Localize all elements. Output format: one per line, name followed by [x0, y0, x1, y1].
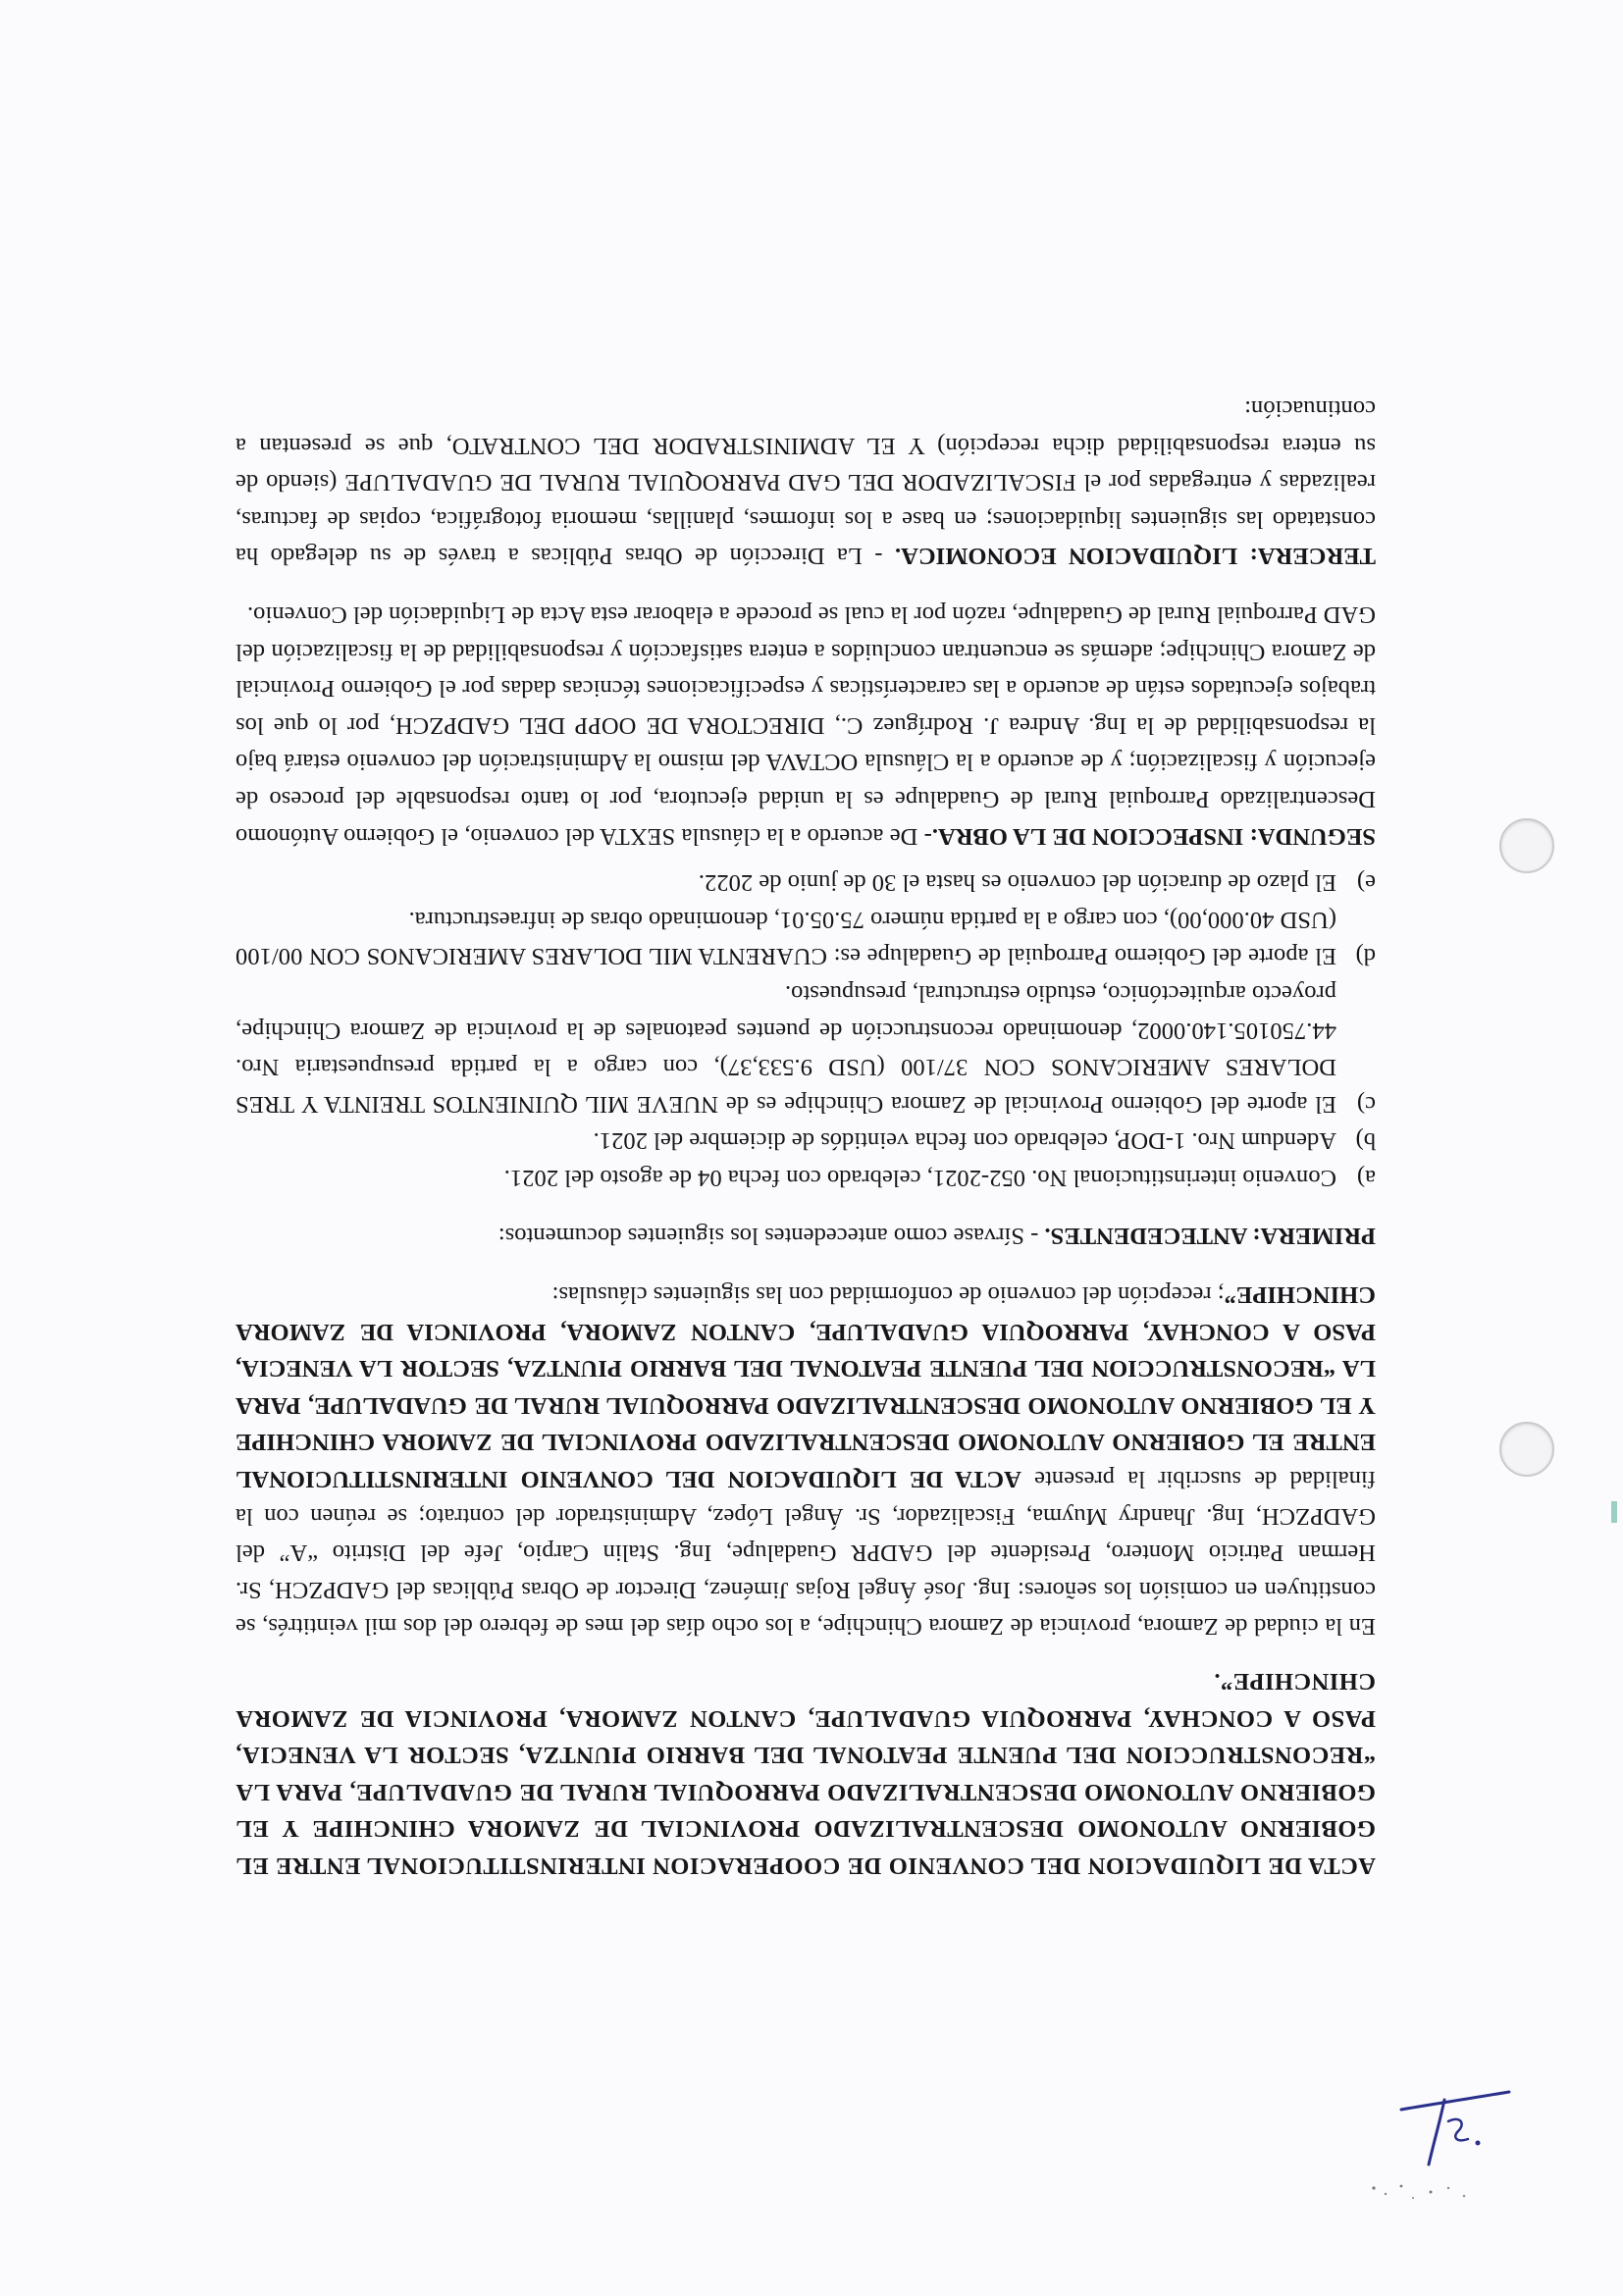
list-marker: a) — [1356, 1164, 1376, 1191]
list-item — [236, 864, 1376, 902]
list-item — [236, 974, 1376, 1122]
intro-text-2: ; recepción del convenio de conformidad con las siguientes cláusulas: — [551, 1281, 1225, 1309]
punch-hole — [1499, 818, 1554, 873]
clause-tercera — [236, 390, 1376, 574]
clause-primera — [236, 1218, 1376, 1255]
clause-segunda-label: SEGUNDA: INSPECCION DE LA OBRA. — [931, 822, 1376, 850]
intro-text-1: En la ciudad de Zamora, provincia de Zamora Chinchipe, a los ocho días del mes de febrero del dos mil veintitrés, se constituyen en comisión los señores: Ing. José Ángel Rojas Jiménez, Director de Obras Públicas del GADPZCH, Sr. Herman Patricio Montero, Presidente del GADPR Guadalupe, Ing. Stalin Carpio, Jefe del Distrito “A” del GADPZCH, Ing. Jhandry Muyma, Fiscalizador, Sr. Ángel López, Administrador del contrato; se reúnen con la finalidad de suscribir la presente — [236, 1466, 1376, 1641]
list-item-text: El plazo de duración del convenio es hasta el 30 de junio de 2022. — [698, 869, 1336, 897]
list-marker: d) — [1355, 943, 1376, 970]
document-title: ACTA DE LIQUIDACION DEL CONVENIO DE COOPERACION INTERINSTITUCIONAL ENTRE EL GOBIERNO AUTONOMO DESCENTRALIZADO PROVINCIAL DE ZAMORA CHINCHIPE Y EL GOBIERNO AUTONOMO DESCENTRALIZADO PARROQUIAL RURAL DE GUADALUPE, PARA LA “RECONSTRUCCION DEL PUENTE PEATONAL DEL BARRIO PIUNTZA, SECTOR LA VENECIA, PASO A CONCHAY, PARROQUIA GUADALUPE, CANTON ZAMORA, PROVINCIA DE ZAMORA CHINCHIPE”. — [236, 1668, 1376, 1879]
antecedentes-list — [236, 864, 1376, 1196]
scan-specks — [1354, 2159, 1492, 2227]
clause-primera-text: - Sírvase como antecedentes los siguientes documentos: — [497, 1223, 1045, 1250]
list-item — [236, 901, 1376, 974]
clause-segunda-text: - De acuerdo a la cláusula SEXTA del convenio, el Gobierno Autónomo Descentralizado Parroquial Rural de Guadalupe es la unidad ejecutora, por lo tanto responsable del proceso de ejecución y fiscalización; y de acuerdo a la Cláusula OCTAVA del mismo la Administración del convenio estará bajo la responsabilidad de la Ing. Andrea J. Rodríguez C., DIRECTORA DE OOPP DEL GADPZCH, por lo que los trabajos ejecutados están de acuerdo a las características y especificaciones técnicas dadas por el Gobierno Provincial de Zamora Chinchipe; además se encuentran concluidos a entera satisfacción y responsabilidad de la fiscalización del GAD Parroquial Rural de Guadalupe, razón por la cual se procede a elaborar esta Acta de Liquidación del Convenio. — [236, 601, 1376, 850]
list-item-text: El aporte del Gobierno Parroquial de Guadalupe es: CUARENTA MIL DOLARES AMERICANOS CON 00/100 (USD 40.000,00), con cargo a la partida número 75.05.01, denominado obras de infraestructura. — [236, 906, 1336, 970]
clause-primera-label: PRIMERA: ANTECEDENTES. — [1044, 1223, 1376, 1250]
list-item-text: El aporte del Gobierno Provincial de Zamora Chinchipe es de NUEVE MIL QUINIENTOS TREINTA Y TRES DOLARES AMERICANOS CON 37/100 (USD 9.533,37), con cargo a la partida presupuestaria Nro. 44.750105.140.0002, denominado reconstrucción de puentes peatonales de la provincia de Zamora Chinchipe, proyecto arquitectónico, estudio estructural, presupuesto. — [236, 979, 1336, 1118]
clause-tercera-text: - La Dirección de Obras Públicas a través de su delegado ha constatado las siguientes liquidaciones; en base a los informes, planillas, memoria fotográfica, copias de facturas, realizadas y entregadas por el FISCALIZADOR DEL GAD PARROQUIAL RURAL DE GUADALUPE (siendo de su entera responsabilidad dicha recepción) Y EL ADMINISTRADOR DEL CONTRATO, que se presentan a continuación: — [236, 395, 1376, 570]
document-body — [236, 368, 1376, 1884]
list-item — [236, 1159, 1376, 1196]
intro-bold-title: ACTA DE LIQUIDACION DEL CONVENIO INTERINSTITUCIONAL ENTRE EL GOBIERNO AUTONOMO DESCENTRALIZADO PROVINCIAL DE ZAMORA CHINCHIPE Y EL GOBIERNO AUTONOMO DESCENTRALIZADO PARROQUIAL RURAL DE GUADALUPE, PARA LA “RECONSTRUCCION DEL PUENTE PEATONAL DEL BARRIO PIUNTZA, SECTOR LA VENECIA, PASO A CONCHAY, PARROQUIA GUADALUPE, CANTON ZAMORA, PROVINCIA DE ZAMORA CHINCHIPE” — [235, 1281, 1376, 1493]
list-item-text: Adendum Nro. 1-DOP, celebrado con fecha veintidós de diciembre del 2021. — [593, 1127, 1336, 1155]
punch-hole — [1499, 1422, 1554, 1477]
clause-segunda — [236, 596, 1376, 854]
list-item-text: Convenio interinstitucional No. 052-2021, celebrado con fecha 04 de agosto del 2021. — [503, 1164, 1336, 1191]
intro-paragraph — [236, 1277, 1376, 1645]
list-item — [236, 1122, 1376, 1160]
edge-mark — [1611, 1501, 1617, 1523]
clause-tercera-label: TERCERA: LIQUIDACION ECONOMICA. — [894, 543, 1376, 570]
list-marker: c) — [1356, 1090, 1376, 1118]
list-marker: e) — [1356, 869, 1376, 897]
list-marker: b) — [1355, 1127, 1376, 1155]
